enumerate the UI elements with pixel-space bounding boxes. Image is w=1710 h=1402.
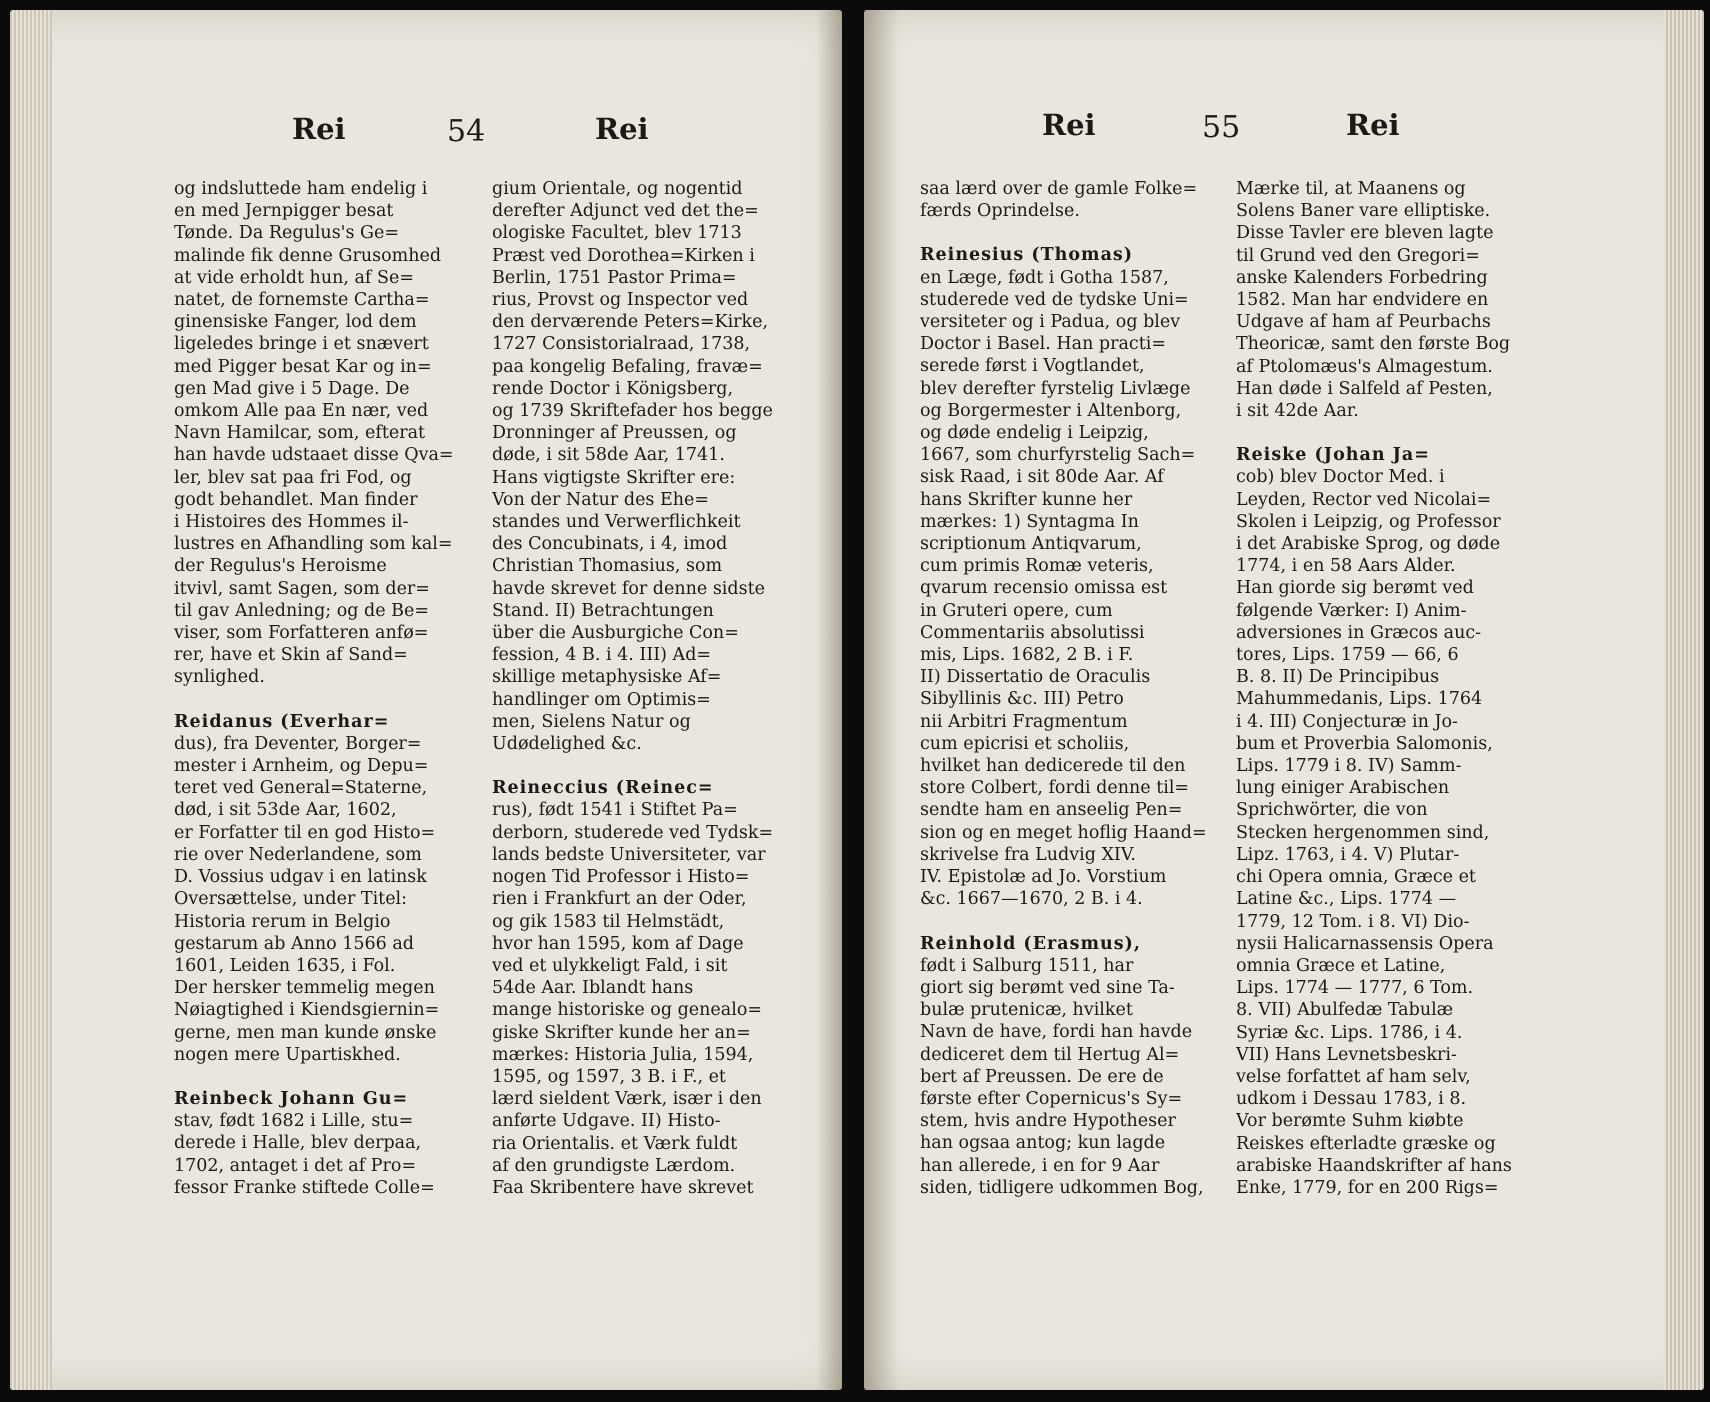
header-left-word: Rei [292, 112, 346, 146]
text-line: 1601, Leiden 1635, i Fol. [174, 955, 396, 976]
text-line: &c. 1667—1670, 2 B. i 4. [920, 889, 1143, 910]
text-line: dus), fra Deventer, Borger= [174, 733, 422, 754]
text-line: Reinhold (Erasmus), [920, 933, 1141, 954]
text-line: bert af Preussen. De ere de [920, 1066, 1164, 1087]
text-line: til Grund ved den Gregori= [1236, 245, 1480, 266]
text-column-2 [492, 178, 790, 1199]
text-line: og 1739 Skriftefader hos begge [492, 401, 773, 422]
text-line: handlinger om Optimis= [492, 689, 711, 710]
text-line: hvilket han dedicerede til den [920, 756, 1186, 777]
text-line: qvarum recensio omissa est [920, 578, 1168, 599]
text-line: Von der Natur des Ehe= [492, 489, 710, 510]
text-line: godt behandlet. Man finder [174, 489, 418, 510]
text-line: 1595, og 1597, 3 B. i F., et [492, 1066, 726, 1087]
text-line: mange historiske og genealo= [492, 1000, 763, 1021]
text-line: at vide erholdt hun, af Se= [174, 267, 414, 288]
text-line: Dronninger af Preussen, og [492, 423, 737, 444]
text-line: der Regulus's Heroisme [174, 556, 387, 577]
text-line: Lipz. 1763, i 4. V) Plutar- [1236, 844, 1460, 865]
text-line: malinde fik denne Grusomhed [174, 245, 442, 266]
text-line: Tønde. Da Regulus's Ge= [174, 223, 400, 244]
text-line: af den grundigste Lærdom. [492, 1155, 736, 1176]
page-number: 55 [1202, 110, 1241, 145]
text-line: en med Jernpigger besat [174, 201, 394, 222]
text-line: rie over Nederlandene, som [174, 844, 422, 865]
text-line: af Ptolomæus's Almagestum. [1236, 356, 1493, 377]
text-line: bum et Proverbia Salomonis, [1236, 733, 1493, 754]
text-line: Navn de have, fordi han havde [920, 1022, 1193, 1043]
text-line: derede i Halle, blev derpaa, [174, 1133, 422, 1154]
text-line: mester i Arnheim, og Depu= [174, 756, 429, 777]
text-line: siden, tidligere udkommen Bog, [920, 1177, 1204, 1198]
text-line: rer, have et Skin af Sand= [174, 645, 408, 666]
text-line: rende Doctor i Königsberg, [492, 378, 734, 399]
text-line: hans Skrifter kunne her [920, 489, 1133, 510]
text-line: arabiske Haandskrifter af hans [1236, 1155, 1512, 1176]
text-line: omnia Græce et Latine, [1236, 955, 1446, 976]
text-line: rien i Frankfurt an der Oder, [492, 889, 747, 910]
text-line: 1582. Man har endvidere en [1236, 290, 1489, 311]
text-line: IV. Epistolæ ad Jo. Vorstium [920, 867, 1167, 888]
text-line: gerne, men man kunde ønske [174, 1022, 437, 1043]
text-line: Han giorde sig berømt ved [1236, 578, 1474, 599]
text-line: er Forfatter til en god Histo= [174, 822, 436, 843]
text-line: Reiskes efterladte græske og [1236, 1133, 1496, 1154]
text-line: ved et ulykkeligt Fald, i sit [492, 955, 728, 976]
text-line: cum primis Romæ veteris, [920, 556, 1154, 577]
text-line: ologiske Facultet, blev 1713 [492, 223, 742, 244]
text-line: i 4. III) Conjecturæ in Jo- [1236, 711, 1458, 732]
text-line: derborn, studerede ved Tydsk= [492, 822, 774, 843]
text-line: B. 8. II) De Principibus [1236, 667, 1440, 688]
text-line: Latine &c., Lips. 1774 — [1236, 889, 1457, 910]
text-line: en Læge, født i Gotha 1587, [920, 267, 1169, 288]
text-line: Præst ved Dorothea=Kirken i [492, 245, 755, 266]
text-column-1 [174, 178, 476, 1199]
text-line: Reineccius (Reinec= [492, 778, 714, 799]
text-line: og indsluttede ham endelig i [174, 179, 428, 199]
text-line: Oversættelse, under Titel: [174, 889, 408, 910]
text-line: VII) Hans Levnetsbeskri- [1236, 1044, 1457, 1065]
header-right-word: Rei [1346, 108, 1400, 142]
text-line: han ogsaa antog; kun lagde [920, 1133, 1166, 1154]
text-line: og gik 1583 til Helmstädt, [492, 911, 725, 932]
text-line: synlighed. [174, 667, 265, 688]
text-line: nysii Halicarnassensis Opera [1236, 933, 1494, 954]
text-line: viser, som Forfatteren anfø= [174, 623, 429, 644]
running-header [864, 106, 1704, 156]
text-line: skillige metaphysiske Af= [492, 667, 722, 688]
text-line: død, i sit 53de Aar, 1602, [174, 800, 397, 821]
text-line: lands bedste Universiteter, var [492, 844, 766, 865]
text-line: fession, 4 B. i 4. III) Ad= [492, 645, 712, 666]
text-line: 54de Aar. Iblandt hans [492, 978, 694, 999]
text-line: itvivl, samt Sagen, som der= [174, 578, 430, 599]
text-line: Leyden, Rector ved Nicolai= [1236, 489, 1492, 510]
text-line: Sprichwörter, die von [1236, 800, 1428, 821]
text-line: rius, Provst og Inspector ved [492, 290, 749, 311]
text-line: Han døde i Salfeld af Pesten, [1236, 378, 1493, 399]
text-line: blev derefter fyrstelig Livlæge [920, 378, 1191, 399]
text-line: Vor berømte Suhm kiøbte [1236, 1111, 1464, 1132]
text-line: anske Kalenders Forbedring [1236, 267, 1488, 288]
text-line: in Gruteri opere, cum [920, 600, 1113, 621]
text-line: anførte Udgave. II) Histo- [492, 1111, 721, 1132]
text-line: studerede ved de tydske Uni= [920, 289, 1189, 310]
text-line: Der hersker temmelig megen [174, 978, 435, 999]
header-left-word: Rei [1042, 108, 1096, 142]
text-line: ginensiske Fanger, lod dem [174, 312, 417, 333]
text-line: lung einiger Arabischen [1236, 778, 1450, 799]
text-column-2 [1236, 178, 1532, 1199]
text-line: giort sig berømt ved sine Ta- [920, 977, 1175, 998]
text-line: i Histoires des Hommes il- [174, 512, 409, 533]
text-line: gen Mad give i 5 Dage. De [174, 378, 410, 399]
header-right-word: Rei [595, 112, 649, 146]
text-line: II) Dissertatio de Oraculis [920, 667, 1151, 688]
text-line: rus), født 1541 i Stiftet Pa= [492, 800, 738, 821]
text-line: Hans vigtigste Skrifter ere: [492, 467, 736, 488]
text-line: lærd sieldent Værk, især i den [492, 1089, 762, 1110]
text-line: sendte ham en anseelig Pen= [920, 800, 1183, 821]
text-line: standes und Verwerflichkeit [492, 512, 741, 533]
text-line: Lips. 1774 — 1777, 6 Tom. [1236, 978, 1474, 999]
text-line: scriptionum Antiqvarum, [920, 534, 1142, 555]
text-line: adversiones in Græcos auc- [1236, 622, 1482, 643]
text-column-1 [920, 178, 1220, 1199]
text-line: mærkes: 1) Syntagma In [920, 511, 1139, 532]
text-line: nogen mere Upartiskhed. [174, 1044, 401, 1065]
text-line: lustres en Afhandling som kal= [174, 534, 453, 555]
text-line: Theoricæ, samt den første Bog [1236, 334, 1511, 355]
text-line: velse forfattet af ham selv, [1236, 1066, 1471, 1087]
text-line: gium Orientale, og nogentid [492, 179, 743, 199]
text-line: nogen Tid Professor i Histo= [492, 867, 750, 888]
text-line: og døde endelig i Leipzig, [920, 423, 1149, 444]
text-line: nii Arbitri Fragmentum [920, 711, 1128, 732]
text-line: 1727 Consistorialraad, 1738, [492, 334, 751, 355]
text-line: Syriæ &c. Lips. 1786, i 4. [1236, 1022, 1463, 1043]
text-line: Reidanus (Everhar= [174, 711, 390, 732]
text-line: gestarum ab Anno 1566 ad [174, 933, 415, 954]
text-line: Lips. 1779 i 8. IV) Samm- [1236, 756, 1462, 777]
text-line: store Colbert, fordi denne til= [920, 778, 1190, 799]
text-line: omkom Alle paa En nær, ved [174, 401, 429, 422]
text-line: Reinbeck Johann Gu= [174, 1088, 409, 1109]
text-line: D. Vossius udgav i en latinsk [174, 867, 427, 888]
text-line: versiteter og i Padua, og blev [920, 312, 1181, 333]
text-line: ler, blev sat paa fri Fod, og [174, 467, 412, 488]
text-line: paa kongelig Befaling, fravæ= [492, 356, 763, 377]
text-line: 1779, 12 Tom. i 8. VI) Dio- [1236, 911, 1470, 932]
text-line: Commentariis absolutissi [920, 622, 1145, 643]
text-line: mærkes: Historia Julia, 1594, [492, 1044, 754, 1065]
text-line: Historia rerum in Belgio [174, 911, 391, 932]
text-line: Christian Thomasius, som [492, 556, 723, 577]
text-line: Sibyllinis &c. III) Petro [920, 689, 1124, 710]
text-line: fessor Franke stiftede Colle= [174, 1177, 435, 1198]
text-line: Reinesius (Thomas) [920, 245, 1134, 266]
text-line: første efter Copernicus's Sy= [920, 1088, 1183, 1109]
text-line: Mahummedanis, Lips. 1764 [1236, 689, 1483, 710]
text-line: Skolen i Leipzig, og Professor [1236, 511, 1501, 532]
text-line: Navn Hamilcar, som, efterat [174, 423, 426, 444]
text-line: Faa Skribentere have skrevet [492, 1177, 754, 1198]
text-line: følgende Værker: I) Anim- [1236, 600, 1467, 621]
text-line: bulæ prutenicæ, hvilket [920, 1000, 1133, 1021]
text-line: chi Opera omnia, Græce et [1236, 867, 1476, 888]
text-line: Enke, 1779, for en 200 Rigs= [1236, 1177, 1499, 1198]
text-line: 8. VII) Abulfedæ Tabulæ [1236, 1000, 1454, 1021]
text-line: mis, Lips. 1682, 2 B. i F. [920, 645, 1134, 666]
text-line: Reiske (Johan Ja= [1236, 445, 1430, 466]
text-line: Nøiagtighed i Kiendsgiernin= [174, 1000, 440, 1021]
text-line: Mærke til, at Maanens og [1236, 179, 1466, 199]
text-line: havde skrevet for denne sidste [492, 578, 765, 599]
text-line: han havde udstaaet disse Qva= [174, 445, 454, 466]
text-line: sion og en meget hoflig Haand= [920, 822, 1207, 843]
text-line: stem, hvis andre Hypotheser [920, 1111, 1176, 1132]
text-line: tores, Lips. 1759 — 66, 6 [1236, 645, 1459, 666]
text-line: sisk Raad, i sit 80de Aar. Af [920, 467, 1164, 488]
text-line: den derværende Peters=Kirke, [492, 312, 769, 333]
text-line: cum epicrisi et scholiis, [920, 733, 1130, 754]
text-line: serede først i Vogtlandet, [920, 356, 1145, 377]
left-page [10, 10, 842, 1390]
text-line: ligeledes bringe i et snævert [174, 334, 429, 355]
text-line: saa lærd over de gamle Folke= [920, 179, 1198, 199]
running-header [10, 106, 842, 156]
text-line: 1702, antaget i det af Pro= [174, 1155, 417, 1176]
text-line: 1774, i en 58 Aars Alder. [1236, 556, 1456, 577]
text-line: cob) blev Doctor Med. i [1236, 467, 1445, 488]
text-line: derefter Adjunct ved det the= [492, 201, 759, 222]
text-line: født i Salburg 1511, har [920, 955, 1134, 976]
text-line: men, Sielens Natur og [492, 711, 691, 732]
text-line: i sit 42de Aar. [1236, 401, 1359, 422]
text-line: teret ved General=Staterne, [174, 778, 428, 799]
text-line: døde, i sit 58de Aar, 1741. [492, 445, 725, 466]
text-line: udkom i Dessau 1783, i 8. [1236, 1089, 1467, 1110]
text-line: med Pigger besat Kar og in= [174, 356, 432, 377]
text-line: Solens Baner vare elliptiske. [1236, 201, 1491, 222]
text-line: hvor han 1595, kom af Dage [492, 933, 744, 954]
text-line: über die Ausburgiche Con= [492, 623, 739, 644]
text-line: stav, født 1682 i Lille, stu= [174, 1111, 414, 1132]
text-line: des Concubinats, i 4, imod [492, 534, 728, 555]
text-line: natet, de fornemste Cartha= [174, 290, 430, 311]
text-line: dediceret dem til Hertug Al= [920, 1044, 1180, 1065]
text-line: og Borgermester i Altenborg, [920, 400, 1182, 421]
text-line: Berlin, 1751 Pastor Prima= [492, 267, 737, 288]
text-line: ria Orientalis. et Værk fuldt [492, 1133, 738, 1154]
text-line: Stand. II) Betrachtungen [492, 600, 714, 621]
text-line: Udgave af ham af Peurbachs [1236, 312, 1491, 333]
right-page [864, 10, 1704, 1390]
text-line: Doctor i Basel. Han practi= [920, 334, 1166, 355]
text-line: giske Skrifter kunde her an= [492, 1022, 751, 1043]
text-line: Udødelighed &c. [492, 734, 642, 755]
text-line: 1667, som churfyrstelig Sach= [920, 445, 1196, 466]
text-line: skrivelse fra Ludvig XIV. [920, 844, 1136, 865]
text-line: i det Arabiske Sprog, og døde [1236, 534, 1501, 555]
text-line: færds Oprindelse. [920, 201, 1080, 222]
text-line: Disse Tavler ere bleven lagte [1236, 223, 1494, 244]
text-line: Stecken hergenommen sind, [1236, 822, 1490, 843]
text-line: til gav Anledning; og de Be= [174, 600, 430, 621]
text-line: han allerede, i en for 9 Aar [920, 1155, 1160, 1176]
page-number: 54 [447, 114, 486, 149]
